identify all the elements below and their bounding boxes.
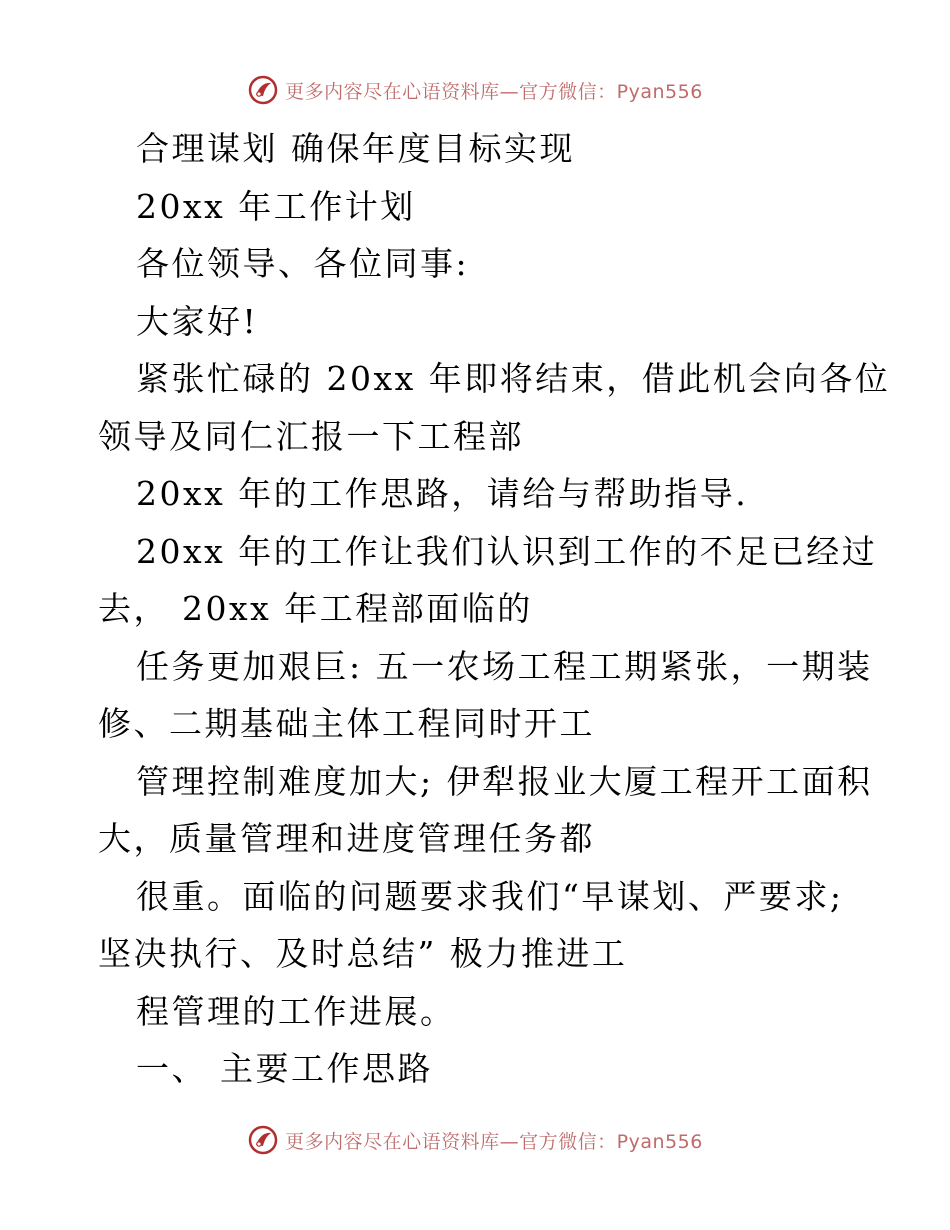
text-line: 坚决执行、及时总结” 极力推进工	[98, 934, 628, 973]
text-line: 大，质量管理和进度管理任务都	[98, 819, 595, 858]
watermark-text: 更多内容尽在心语资料库—官方微信：Pyan556	[285, 80, 703, 103]
watermark-footer	[0, 1123, 950, 1157]
text-line: 20xx 年的工作让我们认识到工作的不足已经过	[136, 531, 878, 571]
watermark-text: 更多内容尽在心语资料库—官方微信：Pyan556	[285, 1130, 703, 1153]
text-line: 20xx 年的工作思路，请给与帮助指导.	[136, 474, 749, 513]
text-line: 一、 主要工作思路	[136, 1049, 433, 1088]
text-line: 紧张忙碌的 20xx 年即将结束，借此机会向各位	[136, 359, 891, 398]
text-line: 修、二期基础主体工程同时开工	[98, 704, 595, 743]
text-line: 任务更加艰巨: 五一农场工程工期紧张，一期装	[136, 646, 873, 686]
watermark-header	[0, 73, 950, 107]
text-line: 大家好!	[136, 301, 259, 341]
text-line: 各位领导、各位同事:	[136, 244, 470, 283]
text-line: 管理控制难度加大; 伊犁报业大厦工程开工面积	[136, 761, 873, 801]
text-line: 程管理的工作进展。	[136, 991, 456, 1031]
text-line: 合理谋划 确保年度目标实现	[136, 129, 575, 168]
brand-logo-icon	[247, 74, 279, 106]
text-line: 很重。面临的问题要求我们“早谋划、严要求;	[136, 876, 844, 916]
text-line: 领导及同仁汇报一下工程部	[98, 416, 524, 456]
document-body	[98, 120, 891, 1098]
text-line: 去， 20xx 年工程部面临的	[98, 589, 533, 628]
brand-logo-icon	[247, 1124, 279, 1156]
text-line: 20xx 年工作计划	[136, 186, 416, 226]
